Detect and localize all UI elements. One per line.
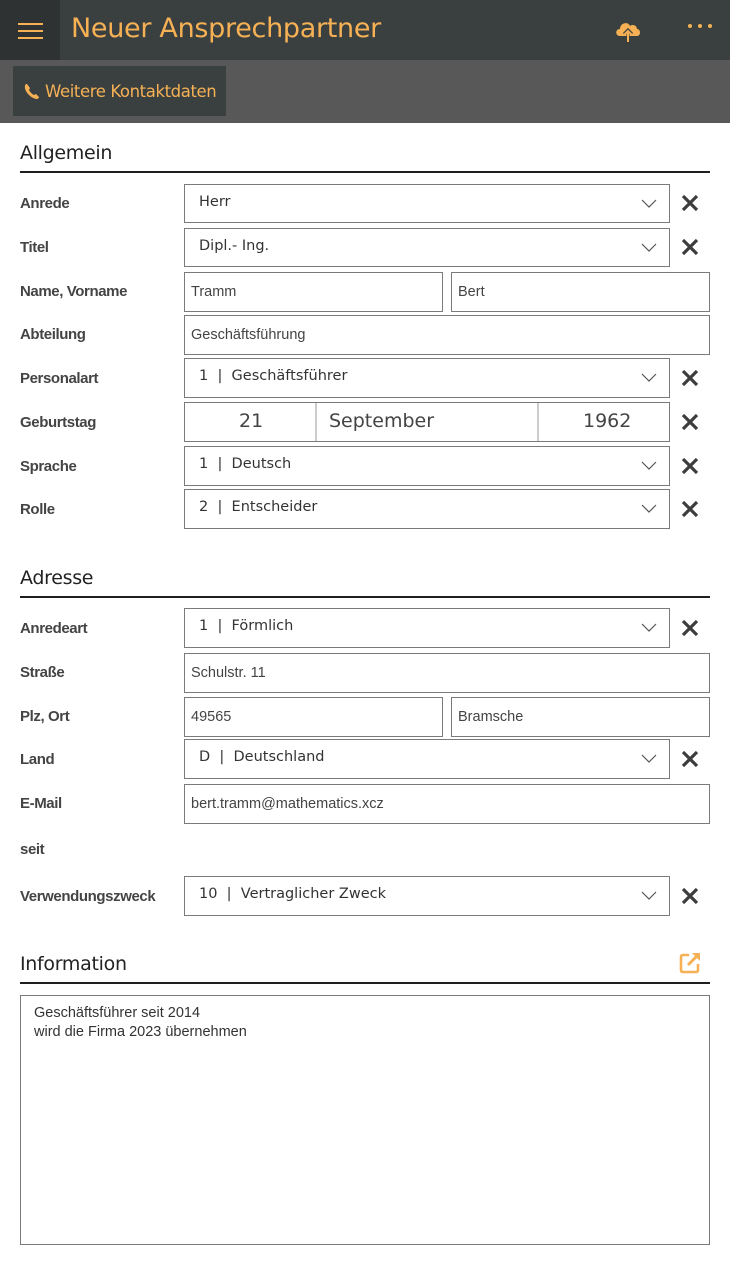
email-input[interactable]	[184, 784, 710, 824]
section-address	[20, 567, 710, 598]
birthday-month-value: September	[329, 410, 435, 432]
chevron-down-icon	[641, 197, 657, 209]
email-value: bert.tramm@mathematics.xcz	[191, 796, 384, 812]
label-land: Land	[20, 751, 55, 768]
rolle-select[interactable]	[184, 489, 670, 529]
titel-select[interactable]	[184, 228, 670, 267]
information-textarea[interactable]	[20, 995, 710, 1245]
first-name-input[interactable]	[451, 272, 710, 312]
plz-value: 49565	[191, 709, 232, 725]
more-contact-details-label: Weitere Kontaktdaten	[45, 81, 217, 101]
clear-land-icon[interactable]	[680, 749, 700, 769]
chevron-down-icon	[641, 889, 657, 901]
chevron-down-icon	[641, 621, 657, 633]
clear-personalart-icon[interactable]	[680, 368, 700, 388]
abteilung-input[interactable]	[184, 315, 710, 355]
section-title-information: Information	[20, 953, 127, 975]
verwendungszweck-value: 10 | Vertraglicher Zweck	[199, 886, 386, 902]
label-anrede: Anrede	[20, 195, 70, 212]
ort-value: Bramsche	[458, 709, 524, 725]
title-bar	[0, 0, 730, 60]
phone-icon	[23, 82, 41, 100]
first-name-value: Bert	[458, 284, 485, 300]
clear-verwendungszweck-icon[interactable]	[680, 886, 700, 906]
clear-titel-icon[interactable]	[680, 237, 700, 257]
personalart-select[interactable]	[184, 358, 670, 398]
last-name-input[interactable]	[184, 272, 443, 312]
strasse-input[interactable]	[184, 653, 710, 693]
section-title-general: Allgemein	[20, 142, 113, 164]
label-verwendungszweck: Verwendungszweck	[20, 888, 156, 905]
clear-rolle-icon[interactable]	[680, 499, 700, 519]
section-information	[20, 953, 710, 984]
birthday-day[interactable]	[185, 403, 317, 441]
birthday-year[interactable]	[539, 403, 669, 441]
more-contact-details-button[interactable]	[13, 66, 226, 116]
birthday-year-value: 1962	[583, 410, 632, 432]
open-external-icon[interactable]	[678, 951, 702, 975]
last-name-value: Tramm	[191, 284, 237, 300]
clear-sprache-icon[interactable]	[680, 456, 700, 476]
abteilung-value: Geschäftsführung	[191, 327, 306, 343]
hamburger-menu-icon[interactable]	[0, 0, 60, 60]
clear-anrede-icon[interactable]	[680, 193, 700, 213]
section-title-address: Adresse	[20, 567, 94, 589]
label-abteilung: Abteilung	[20, 326, 86, 343]
anrede-select[interactable]	[184, 184, 670, 223]
chevron-down-icon	[641, 459, 657, 471]
verwendungszweck-select[interactable]	[184, 876, 670, 916]
birthday-date-picker[interactable]	[184, 402, 670, 442]
cloud-upload-icon[interactable]	[612, 14, 644, 46]
label-email: E-Mail	[20, 795, 62, 812]
label-rolle: Rolle	[20, 501, 55, 518]
birthday-month[interactable]	[317, 403, 539, 441]
toolbar	[0, 60, 730, 123]
anrede-value: Herr	[199, 194, 231, 210]
information-line-1: Geschäftsführer seit 2014	[34, 1005, 201, 1021]
ort-input[interactable]	[451, 697, 710, 737]
chevron-down-icon	[641, 752, 657, 764]
label-sprache: Sprache	[20, 458, 77, 475]
sprache-value: 1 | Deutsch	[199, 456, 292, 472]
land-value: D | Deutschland	[199, 749, 325, 765]
personalart-value: 1 | Geschäftsführer	[199, 368, 348, 384]
anredeart-value: 1 | Förmlich	[199, 618, 294, 634]
chevron-down-icon	[641, 502, 657, 514]
titel-value: Dipl.- Ing.	[199, 238, 270, 254]
more-dots-icon[interactable]	[683, 14, 717, 42]
anredeart-select[interactable]	[184, 608, 670, 648]
section-general	[20, 142, 710, 173]
label-anredeart: Anredeart	[20, 620, 88, 637]
label-plz-ort: Plz, Ort	[20, 708, 70, 725]
label-personalart: Personalart	[20, 370, 99, 387]
label-name: Name, Vorname	[20, 283, 128, 300]
label-geburtstag: Geburtstag	[20, 414, 97, 431]
sprache-select[interactable]	[184, 446, 670, 486]
label-seit: seit	[20, 841, 45, 858]
label-titel: Titel	[20, 239, 49, 256]
clear-geburtstag-icon[interactable]	[680, 412, 700, 432]
chevron-down-icon	[641, 371, 657, 383]
rolle-value: 2 | Entscheider	[199, 499, 318, 515]
label-strasse: Straße	[20, 664, 65, 681]
land-select[interactable]	[184, 739, 670, 779]
information-line-2: wird die Firma 2023 übernehmen	[34, 1024, 247, 1040]
page-title: Neuer Ansprechpartner	[71, 13, 381, 44]
chevron-down-icon	[641, 241, 657, 253]
strasse-value: Schulstr. 11	[191, 665, 266, 681]
clear-anredeart-icon[interactable]	[680, 618, 700, 638]
birthday-day-value: 21	[239, 410, 264, 432]
plz-input[interactable]	[184, 697, 443, 737]
